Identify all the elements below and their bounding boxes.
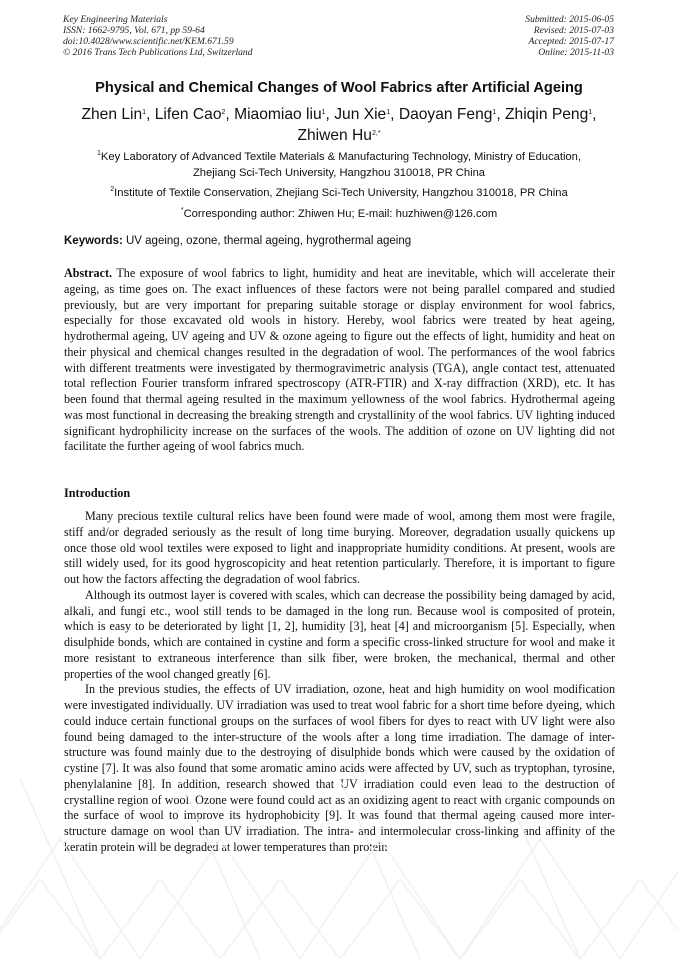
author-name: Zhiwen Hu [297, 127, 372, 144]
author-affiliation-mark: 1 [386, 109, 391, 116]
revised-date: Revised: 2015-07-03 [533, 25, 614, 36]
author-name: Zhen Lin [81, 106, 143, 123]
author-list [50, 104, 628, 146]
keywords [64, 235, 616, 247]
author-affiliation-mark: 2,* [371, 130, 381, 137]
corresponding-mark: * [180, 207, 184, 214]
author-separator: , [390, 106, 399, 123]
author-name: Lifen Cao [154, 106, 222, 123]
issn-line: ISSN: 1662-9795, Vol. 671, pp 59-64 [63, 25, 205, 36]
author-affiliation-mark: 1 [588, 109, 593, 116]
dates-info [525, 14, 614, 58]
author-separator: , [325, 106, 335, 123]
author-separator: , [592, 106, 597, 123]
paper-title: Physical and Chemical Changes of Wool Fabrics after Artificial Ageing [95, 80, 583, 96]
author-separator: , [496, 106, 506, 123]
author-affiliation-mark: 1 [142, 109, 147, 116]
abstract-text: The exposure of wool fabrics to light, humidity and heat are inevitable, which will accelerate their ageing, as time goes on. The exact influences of these factors were not being parallel compared and studied previously, but are very important for preparing suitable storage or display environment for wool fabrics, especially for those excavated old wools in history. Hereby, wool fabrics were treated by heat ageing, hydrothermal ageing, UV ageing and UV & ozone ageing to figure out the effects of light, humidity and heat on their physical and chemical changes resulted in the degradation of wool. The performances of the wool fabrics with different treatments were investigated by thermogravimetric analysis (TGA), angle contact test, attenuated total reflection Fourier transform infrared spectroscopy (ATR-FTIR) and X-ray diffraction (XRD), etc. It has been found that thermal ageing resulted in the maximum yellowness of the wool fabrics. Hydrothermal ageing was most functional in decreasing the breaking strength and crystallinity of the wool fabrics. UV lighting induced significant hydrophilicity increase on the surfaces of the wools. The addition of ozone on UV lighting did not facilitate the further ageing of wool fabrics much. [64, 266, 615, 454]
keywords-text: UV ageing, ozone, thermal ageing, hygrothermal ageing [122, 235, 412, 247]
copyright-line: © 2016 Trans Tech Publications Ltd, Switzerland [63, 47, 253, 58]
affiliation-text: Key Laboratory of Advanced Textile Materials & Manufacturing Technology, Ministry of Education, [100, 151, 581, 163]
corresponding-text: Corresponding author: Zhiwen Hu; E-mail: huzhiwen@126.com [183, 208, 498, 220]
doi-line: doi:10.4028/www.scientific.net/KEM.671.59 [63, 36, 234, 47]
author-name: Daoyan Feng [398, 106, 493, 123]
author-affiliation-mark: 2 [221, 109, 226, 116]
journal-info [63, 14, 253, 58]
affiliation-text: Zhejiang Sci-Tech University, Hangzhou 310018, PR China [192, 167, 486, 179]
affiliation-text: Institute of Textile Conservation, Zhejiang Sci-Tech University, Hangzhou 310018, PR China [114, 187, 568, 199]
author-affiliation-mark: 1 [321, 109, 326, 116]
online-date: Online: 2015-11-03 [538, 47, 614, 58]
author-name: Miaomiao liu [234, 106, 322, 123]
affiliation-2 [45, 185, 633, 201]
author-name: Jun Xie [334, 106, 387, 123]
submitted-date: Submitted: 2015-06-05 [525, 14, 614, 25]
author-name: Zhiqin Peng [505, 106, 589, 123]
corresponding-author [45, 206, 633, 222]
paragraph: In the previous studies, the effects of UV irradiation, ozone, heat and high humidity on wool modification were investigated individually. UV irradiation was used to treat wool fabric for a short time before dyeing, which could induce certain functional groups on the surfaces of wool fibers for dyes to react with UV light were also found being damaged to the inter-structure of the wools after a long time irradiation. The damage of inter-structure was found mainly due to the destroying of disulphide bonds which were caused by the oxidation of cystine [7]. It was also found that some aromatic amino acids were affected by UV, such as tryptophan, tyrosine, phenylalanine [8]. In addition, research showed that UV irradiation could even lead to the destruction of crystalline region of wool. Ozone were found could act as an oxidizing agent to react with organic compounds on the surface of wool to improve its hydrophobicity [9]. It was found that thermal ageing caused more inter-structure damage on wool than UV irradiation. The intra- and intermolecular cross-linking and affinity of the keratin protein will be degraded at lower temperatures than protein [64, 682, 615, 854]
keywords-label: Keywords: [64, 235, 123, 247]
journal-name: Key Engineering Materials [63, 14, 168, 25]
affiliation-mark: 2 [110, 186, 115, 193]
author-affiliation-mark: 1 [492, 109, 497, 116]
author-separator: , [146, 106, 155, 123]
paragraph: Many precious textile cultural relics have been found were made of wool, among them most were fragile, stiff and/or degraded seriously as the result of long time burying. Moreover, degradation usually quickens up once those old wool textiles were exposed to light and inappropriate humidity conditions. At present, wools are still widely used, for its good hygroscopicity and heat retention particularly. Therefore, it is important to figure out how the factors affecting the degradation of wool fabrics. [64, 509, 615, 586]
paragraph: Although its outmost layer is covered with scales, which can decrease the possibility being damaged by acid, alkali, and fungi etc., wool still tends to be damaged in the long run. Because wool is composited of protein, which is easy to be deteriorated by light [1, 2], humidity [3], heat [4] and microorganism [5]. Especially, when disulphide bonds, which are contained in cystine and form a specific cross-linked structure for wool and make it more resistant to extraneous interference than silk fiber, were broken, the mechanical, thermal and other properties of the wool changed greatly [6]. [64, 587, 615, 681]
affiliation-1 [45, 149, 633, 181]
abstract [64, 266, 615, 455]
author-separator: , [225, 106, 235, 123]
affiliation-mark: 1 [97, 150, 101, 157]
section-heading-introduction: Introduction [64, 486, 131, 500]
abstract-label: Abstract. [64, 266, 113, 280]
introduction-body [64, 509, 615, 856]
accepted-date: Accepted: 2015-07-17 [528, 36, 614, 47]
